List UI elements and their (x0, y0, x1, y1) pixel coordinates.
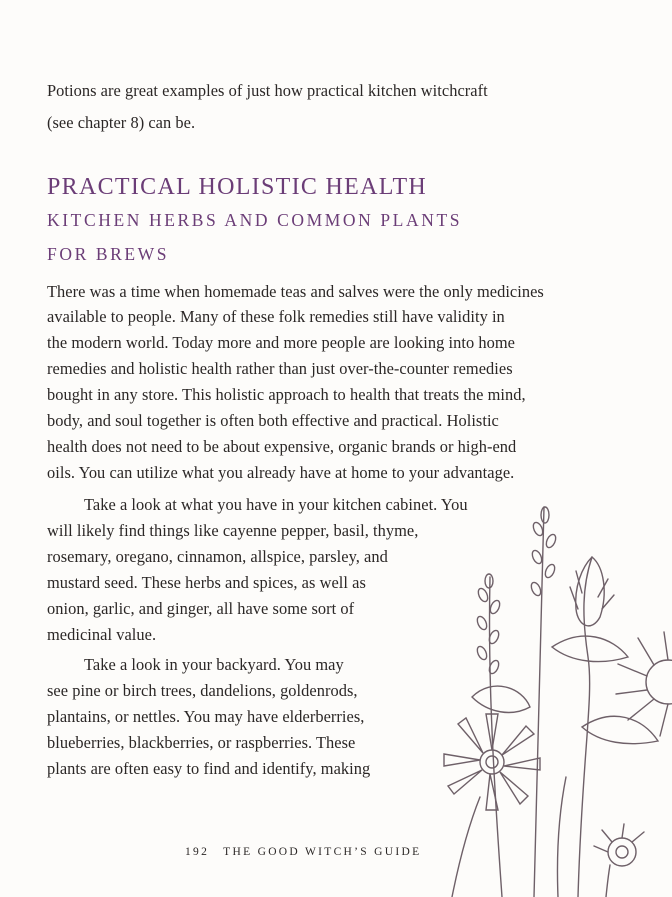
page-footer (185, 846, 421, 858)
p1-line: There was a time when homemade teas and salves were the only medicines (47, 282, 544, 301)
p2-line: rosemary, oregano, cinnamon, allspice, parsley, and (47, 547, 388, 566)
p3-line: blueberries, blackberries, or raspberries. These (47, 733, 356, 752)
intro-line-2: (see chapter 8) can be. (47, 113, 196, 132)
leaf (552, 636, 628, 661)
section-subtitle-line-2: FOR BREWS (47, 244, 170, 264)
lavender-buds-left (475, 574, 501, 675)
p1-line: body, and soul together is often both effective and practical. Holistic (47, 411, 499, 430)
p1-line: health does not need to be about expensive, organic brands or high-end (47, 437, 517, 456)
lavender-stem (534, 507, 544, 897)
p3-line: plantains, or nettles. You may have elderberries, (47, 707, 365, 726)
p2-line: onion, garlic, and ginger, all have some sort of (47, 599, 355, 618)
leaf (582, 716, 658, 743)
section-title: PRACTICAL HOLISTIC HEALTH (47, 174, 428, 200)
p1-line: the modern world. Today more and more people are looking into home (47, 333, 515, 352)
p2-line: mustard seed. These herbs and spices, as well as (47, 573, 366, 592)
p1-line: oils. You can utilize what you already have at home to your advantage. (47, 463, 515, 482)
thistle-bud (576, 557, 604, 626)
botanical-illustration (432, 497, 672, 897)
p3-line: plants are often easy to find and identify, making (47, 759, 371, 778)
leaf (472, 686, 530, 712)
lavender-stem-left (490, 577, 503, 897)
spiky-flower (616, 632, 672, 736)
p3-line: Take a look in your backyard. You may (84, 655, 344, 674)
section-subtitle-line-1: KITCHEN HERBS AND COMMON PLANTS (47, 210, 463, 230)
page-number: 192 (185, 846, 210, 858)
p2-line: medicinal value. (47, 625, 157, 644)
p2-line: will likely find things like cayenne pepper, basil, thyme, (47, 521, 419, 540)
p2-line: Take a look at what you have in your kitchen cabinet. You (84, 495, 468, 514)
p3-line: see pine or birch trees, dandelions, goldenrods, (47, 681, 358, 700)
p1-line: available to people. Many of these folk remedies still have validity in (47, 307, 505, 326)
small-flower (594, 824, 644, 866)
p1-line: bought in any store. This holistic approach to health that treats the mind, (47, 385, 526, 404)
intro-line-1: Potions are great examples of just how practical kitchen witchcraft (47, 81, 488, 100)
p1-line: remedies and holistic health rather than just over-the-counter remedies (47, 359, 513, 378)
book-title: THE GOOD WITCH’S GUIDE (223, 846, 422, 858)
thistle-stem (578, 557, 592, 897)
